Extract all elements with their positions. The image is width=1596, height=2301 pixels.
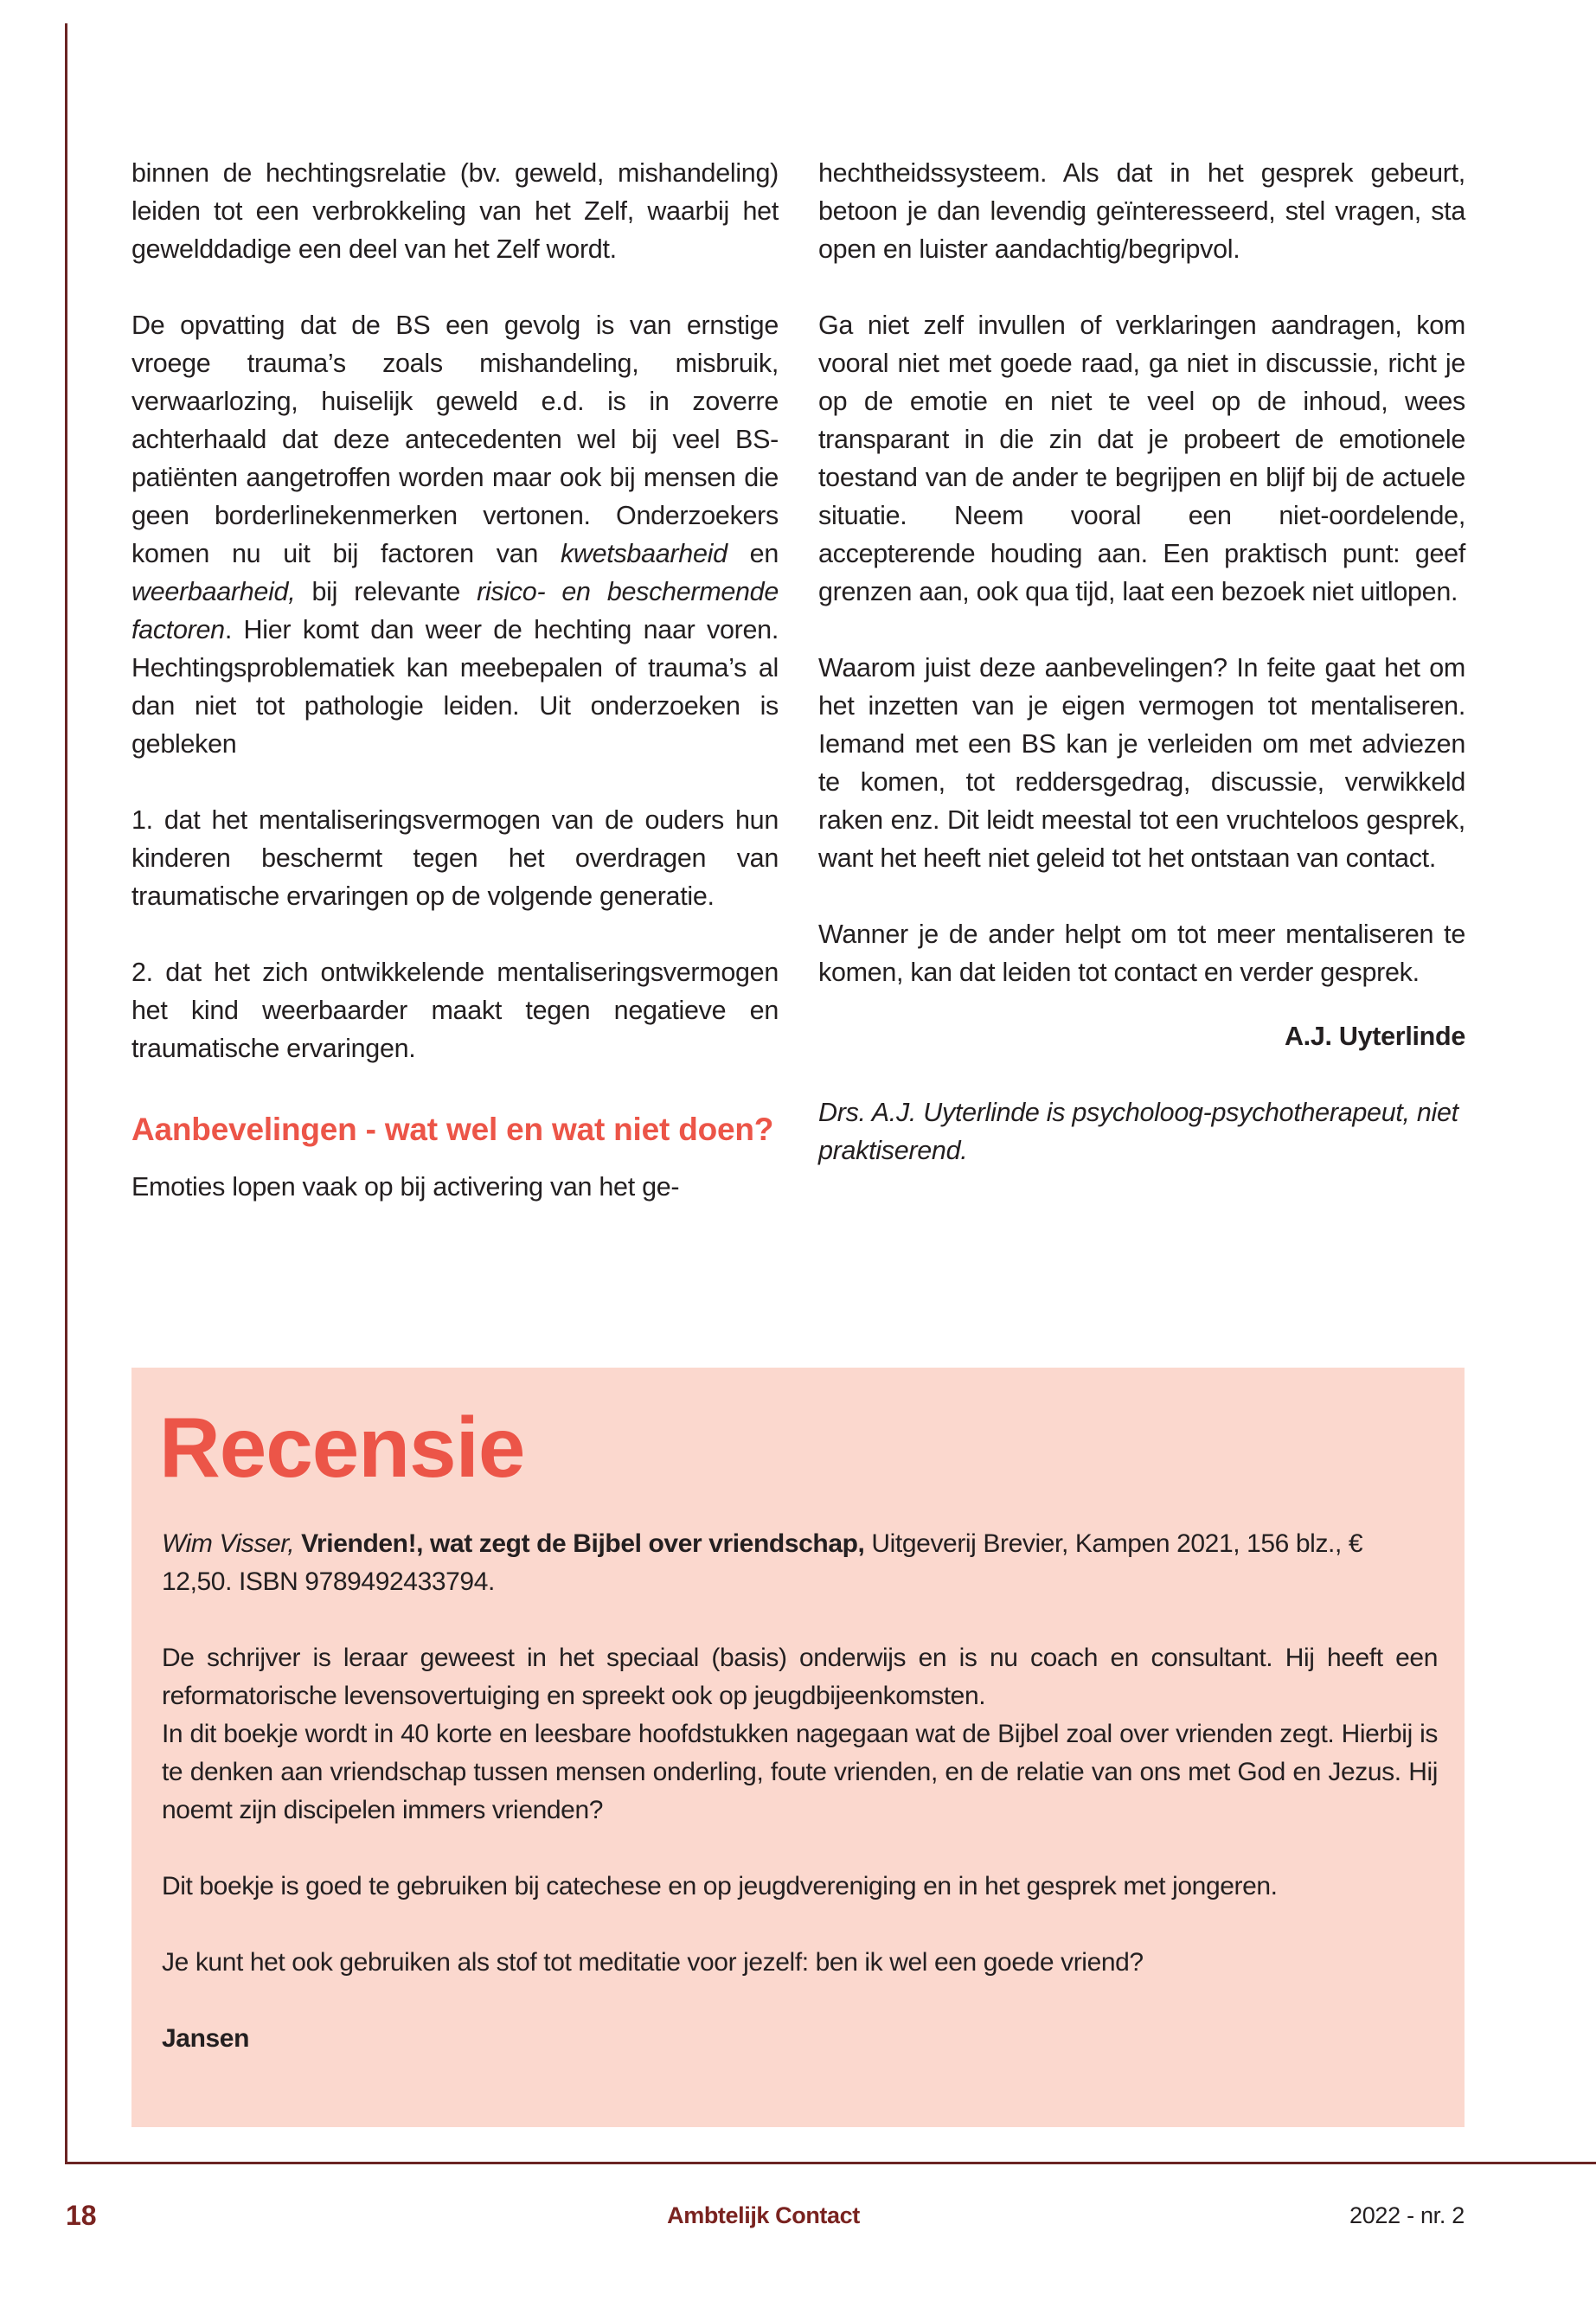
article-column-right xyxy=(818,154,1465,1208)
page-number: 18 xyxy=(66,2200,97,2231)
issue-label: 2022 - nr. 2 xyxy=(1349,2202,1465,2228)
author-signature: A.J. Uyterlinde xyxy=(1284,1022,1465,1051)
text-run: . Hier komt dan weer de hechting naar voren. Hechtingsproblematiek kan meebepalen of trauma’s al dan niet tot pathologie leiden. Uit onderzoeken is gebleken xyxy=(131,615,779,759)
page-footer xyxy=(0,2194,1596,2237)
review-paragraph: In dit boekje wordt in 40 korte en leesbare hoofdstukken nagegaan wat de Bijbel zoal over vrienden zegt. Hierbij is te denken aan vriendschap tussen mensen onderling, foute vrienden, en de relatie van ons met God en Jezus. Hij noemt zijn discipelen immers vrienden? xyxy=(162,1720,1438,1824)
emphasis-text: weerbaarheid, xyxy=(131,577,296,606)
emphasis-text: risico- en beschermende factoren xyxy=(131,577,779,644)
book-title: Vrienden!, wat zegt de Bijbel over vriendschap, xyxy=(301,1529,865,1558)
review-paragraph: Dit boekje is goed te gebruiken bij catechese en op jeugdvereniging en in het gesprek met jongeren. xyxy=(162,1872,1278,1900)
paragraph: binnen de hechtingsrelatie (bv. geweld, mishandeling) leiden tot een verbrokkeling van het Zelf, waarbij het gewelddadige een deel van het Zelf wordt. xyxy=(131,158,779,264)
list-item: 2. dat het zich ontwikkelende mentaliseringsvermogen het kind weerbaarder maakt tegen negatieve en traumatische ervaringen. xyxy=(131,958,779,1063)
publication-name: Ambtelijk Contact xyxy=(667,2202,860,2228)
reviewer-signature: Jansen xyxy=(162,2024,249,2053)
section-heading: Aanbevelingen - wat wel en wat niet doen? xyxy=(131,1112,774,1147)
paragraph xyxy=(131,306,779,763)
article-column-left xyxy=(131,154,779,1206)
review-content xyxy=(159,1368,1438,2096)
paragraph: Waarom juist deze aanbevelingen? In feite gaat het om het inzetten van je eigen vermogen tot mentaliseren. Iemand met een BS kan je verleiden om met adviezen te komen, tot reddersgedrag, discussie, verwikkeld raken enz. Dit leidt meestal tot een vruchteloos gesprek, want het heeft niet geleid tot het ontstaan van contact. xyxy=(818,653,1465,873)
page-frame-bottom-rule xyxy=(65,2162,1596,2164)
author-bio: Drs. A.J. Uyterlinde is psycholoog-psychotherapeut, niet praktiserend. xyxy=(818,1098,1458,1165)
paragraph: Ga niet zelf invullen of verklaringen aandragen, kom vooral niet met goede raad, ga niet in discussie, richt je op de emotie en niet te veel op de inhoud, wees transparant in die zin dat je probeert de emotionele toestand van de ander te begrijpen en blijf bij de actuele situatie. Neem vooral een niet-oordelende, accepterende houding aan. Een praktisch punt: geef grenzen aan, ook qua tijd, laat een bezoek niet uitlopen. xyxy=(818,311,1465,606)
review-title: Recensie xyxy=(159,1400,525,1495)
review-citation xyxy=(162,1525,1438,1601)
review-paragraph: Je kunt het ook gebruiken als stof tot meditatie voor jezelf: ben ik wel een goede vriend? xyxy=(162,1948,1144,1977)
text-run: bij relevante xyxy=(295,577,478,606)
paragraph: Wanner je de ander helpt om tot meer mentaliseren te komen, kan dat leiden tot contact en verder gesprek. xyxy=(818,920,1465,987)
page-frame-left-rule xyxy=(65,23,67,2164)
text-run: De opvatting dat de BS een gevolg is van ernstige vroege trauma’s zoals mishandeling, misbruik, verwaarlozing, huiselijk geweld e.d. is in zoverre achterhaald dat deze antecedenten wel bij veel BS-patiënten aangetroffen worden maar ook bij mensen die geen borderlinekenmerken vertonen. Onderzoekers komen nu uit bij factoren van xyxy=(131,311,779,568)
list-item: 1. dat het mentaliseringsvermogen van de ouders hun kinderen beschermt tegen het overdragen van traumatische ervaringen op de volgende generatie. xyxy=(131,805,779,911)
review-paragraph: De schrijver is leraar geweest in het speciaal (basis) onderwijs en is nu coach en consultant. Hij heeft een reformatorische levensovertuiging en spreekt ook op jeugdbijeenkomsten. xyxy=(162,1644,1438,1710)
emphasis-text: kwetsbaarheid xyxy=(560,539,727,568)
book-author: Wim Visser, xyxy=(162,1529,295,1558)
review-box xyxy=(131,1368,1465,2127)
paragraph: hechtheidssysteem. Als dat in het gesprek gebeurt, betoon je dan levendig geïnteresseerd, stel vragen, sta open en luister aandachtig/begripvol. xyxy=(818,158,1465,264)
book-details: Uitgeverij Brevier, Kampen 2021, 156 blz., € 12,50. ISBN 9789492433794. xyxy=(162,1529,1363,1596)
text-run: en xyxy=(727,539,779,568)
paragraph: Emoties lopen vaak op bij activering van het ge- xyxy=(131,1172,680,1202)
